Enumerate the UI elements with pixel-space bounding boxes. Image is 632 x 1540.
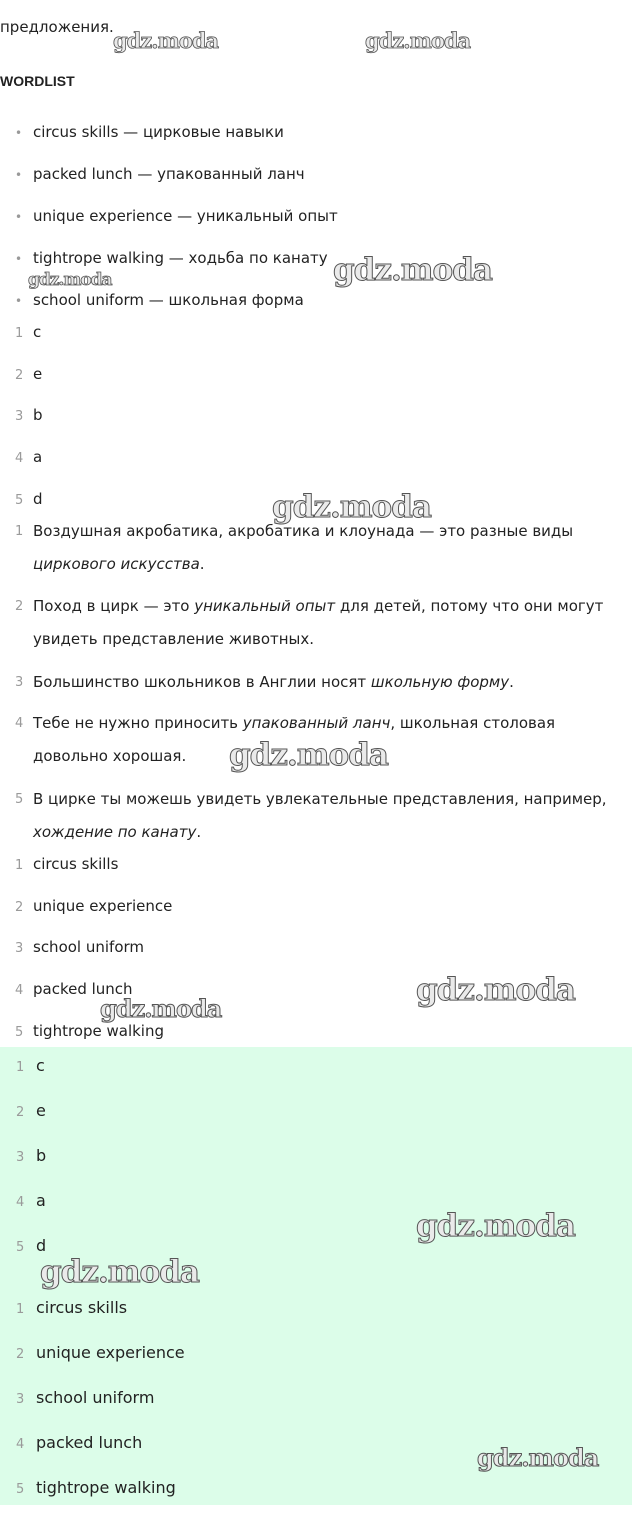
wordlist-item: • circus skills — цирковые навыки [15,123,284,141]
list-item: 2 e [16,1101,46,1120]
wordlist-heading: WORDLIST [0,73,75,89]
list-item: 3 school uniform [15,938,145,956]
list-item: 5 tightrope walking [15,1022,165,1040]
list-item: 2 e [15,365,43,383]
wordlist-item: • packed lunch — упакованный ланч [15,165,305,183]
list-item: 3 b [15,406,43,424]
watermark: gdz.moda [229,737,388,773]
list-item: 1 circus skills [16,1298,128,1317]
watermark: gdz.moda [28,270,112,290]
list-item: 1 c [16,1056,45,1075]
watermark: gdz.moda [365,28,471,53]
watermark: gdz.moda [416,1208,575,1244]
sentence-item: 3 Большинство школьников в Англии носят школьную форму. [15,673,514,691]
watermark: gdz.moda [416,972,575,1008]
list-item: 1 c [15,323,42,341]
list-item: 2 unique experience [16,1343,185,1362]
list-item: 2 unique experience [15,897,173,915]
list-item: 4 packed lunch [15,980,133,998]
watermark: gdz.moda [40,1254,199,1290]
sentence-item: 2 Поход в цирк — это уникальный опыт для детей, потому что они могут увидеть представление животных. [15,597,604,648]
list-item: 5 d [16,1236,47,1255]
watermark: gdz.moda [272,489,431,525]
list-item: 3 school uniform [16,1388,155,1407]
list-item: 5 d [15,490,43,508]
sentence-item: 1 Воздушная акробатика, акробатика и клоунада — это разные виды циркового искусства. [15,522,574,573]
wordlist-item: • tightrope walking — ходьба по канату [15,249,328,267]
list-item: 4 a [15,448,43,466]
watermark: gdz.moda [333,252,492,288]
intro-text: предложения. [0,18,114,36]
answer-box [0,1047,632,1505]
watermark: gdz.moda [477,1443,599,1472]
sentence-item: 5 В цирке ты можешь увидеть увлекательные представления, например, хождение по канату. [15,790,607,841]
list-item: 4 packed lunch [16,1433,143,1452]
wordlist-item: • unique experience — уникальный опыт [15,207,338,225]
sentence-item: 4 Тебе не нужно приносить упакованный ланч, школьная столовая довольно хорошая. [15,714,556,765]
list-item: 1 circus skills [15,855,119,873]
watermark: gdz.moda [100,994,222,1023]
wordlist-item: • school uniform — школьная форма [15,291,304,309]
list-item: 4 a [16,1191,46,1210]
list-item: 3 b [16,1146,47,1165]
watermark: gdz.moda [113,28,219,53]
list-item: 5 tightrope walking [16,1478,176,1497]
